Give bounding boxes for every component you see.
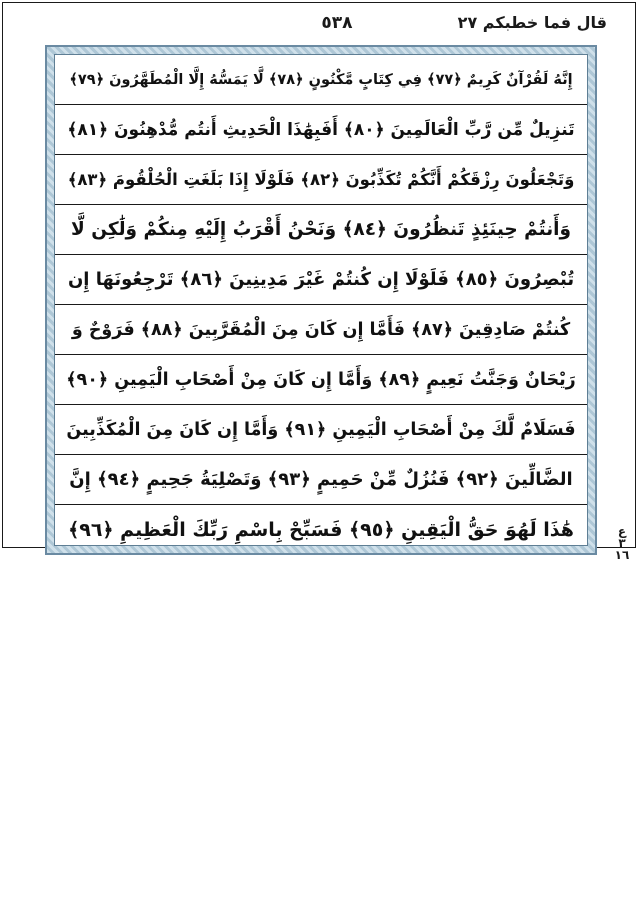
verse-line-text: كُنتُمْ صَادِقِينَ ﴿٨٧﴾ فَأَمَّا إِن كَانَ مِنَ الْمُقَرَّبِينَ ﴿٨٨﴾ فَرَوْحٌ وَ — [71, 319, 571, 340]
ruku-count: ١٦ — [614, 548, 630, 562]
verse-line — [55, 455, 587, 505]
verse-line-text: إِنَّهُ لَقُرْآنٌ كَرِيمٌ ﴿٧٧﴾ فِي كِتَابٍ مَّكْنُونٍ ﴿٧٨﴾ لَّا يَمَسُّهُ إِلَّا الْمُطَهَّرُونَ ﴿٧٩﴾ — [69, 71, 573, 88]
verse-line — [55, 205, 587, 255]
ruku-margin-marker — [609, 525, 635, 561]
verse-line — [55, 305, 587, 355]
juz-name: قال فما خطبكم ٢٧ — [457, 13, 607, 32]
verse-line — [55, 405, 587, 455]
verse-line-text: فَسَلَامٌ لَّكَ مِنْ أَصْحَابِ الْيَمِينِ ﴿٩١﴾ وَأَمَّا إِن كَانَ مِنَ الْمُكَذِّبِينَ — [66, 419, 576, 440]
ruku-number: ٣ — [618, 536, 626, 550]
verse-line — [55, 355, 587, 405]
verse-line — [55, 105, 587, 155]
verse-line-text: تَنزِيلٌ مِّن رَّبِّ الْعَالَمِينَ ﴿٨٠﴾ أَفَبِهَٰذَا الْحَدِيثِ أَنتُم مُّدْهِنُونَ ﴿٨١﴾ — [67, 120, 575, 140]
verse-line-text: تُبْصِرُونَ ﴿٨٥﴾ فَلَوْلَا إِن كُنتُمْ غَيْرَ مَدِينِينَ ﴿٨٦﴾ تَرْجِعُونَهَا إِن — [67, 269, 575, 290]
verse-line-text: الضَّالِّينَ ﴿٩٢﴾ فَنُزُلٌ مِّنْ حَمِيمٍ ﴿٩٣﴾ وَتَصْلِيَةُ جَحِيمٍ ﴿٩٤﴾ إِنَّ — [69, 469, 573, 490]
page-header — [3, 3, 635, 43]
verse-line-text: هَٰذَا لَهُوَ حَقُّ الْيَقِينِ ﴿٩٥﴾ فَسَبِّحْ بِاسْمِ رَبِّكَ الْعَظِيمِ ﴿٩٦﴾ — [68, 518, 574, 541]
verse-line-text: وَأَنتُمْ حِينَئِذٍ تَنظُرُونَ ﴿٨٤﴾ وَنَحْنُ أَقْرَبُ إِلَيْهِ مِنكُمْ وَلَٰكِن لَّا — [70, 219, 572, 240]
verse-line — [55, 255, 587, 305]
verse-line — [55, 505, 587, 546]
verse-line-text: وَتَجْعَلُونَ رِزْقَكُمْ أَنَّكُمْ تُكَذِّبُونَ ﴿٨٢﴾ فَلَوْلَا إِذَا بَلَغَتِ الْحُلْقُومَ ﴿٨٣﴾ — [67, 170, 575, 189]
ruku-symbol: ع — [617, 524, 627, 538]
verse-lines — [55, 55, 587, 546]
verse-line — [55, 155, 587, 205]
verse-line — [55, 55, 587, 105]
text-panel — [54, 54, 588, 546]
verse-line-text: رَيْحَانٌ وَجَنَّتُ نَعِيمٍ ﴿٨٩﴾ وَأَمَّا إِن كَانَ مِنْ أَصْحَابِ الْيَمِينِ ﴿٩٠﴾ — [66, 369, 576, 390]
page-number: ٥٣٨ — [321, 13, 353, 33]
decorative-border — [45, 45, 597, 555]
page-viewer — [2, 2, 636, 562]
